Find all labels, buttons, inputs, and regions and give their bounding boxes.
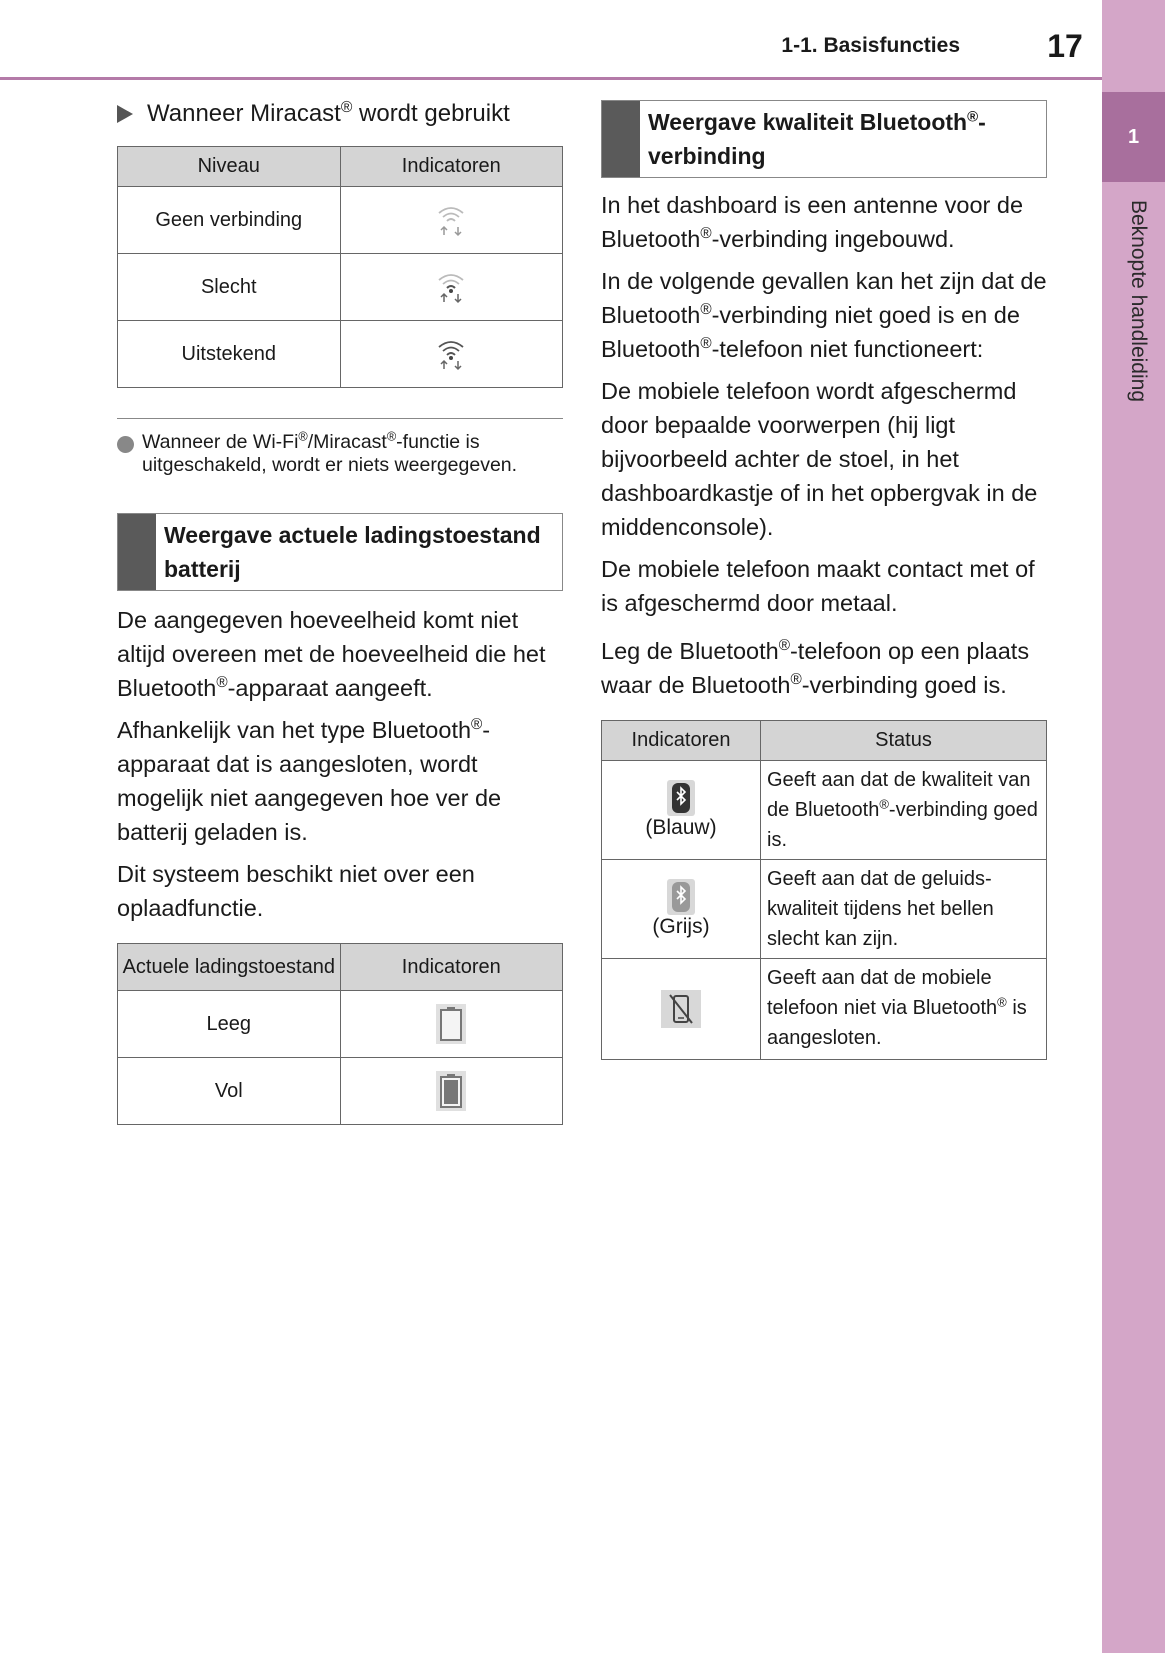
paragraph: De aangegeven hoeveelheid komt niet altijd overeen met de hoeveelheid die het Bluetooth®-apparaat aangeeft.: [117, 607, 546, 701]
triangle-bullet-icon: [117, 105, 133, 123]
table-header: Indicatoren: [340, 147, 563, 187]
paragraph: In de volgende gevallen kan het zijn dat de Bluetooth®-verbinding niet goed is en de Bluetooth®-telefoon niet functioneert:: [601, 268, 1047, 362]
section-title: 1-1. Basisfuncties: [781, 34, 960, 57]
chapter-label: Beknopte handleiding: [1127, 200, 1150, 403]
table-header: Actuele ladingstoestand: [118, 944, 341, 991]
paragraph: In het dashboard is een antenne voor de Bluetooth®-verbinding ingebouwd.: [601, 192, 1024, 252]
paragraph: Leg de Bluetooth®-telefoon op een plaats waar de Bluetooth®-verbinding goed is.: [601, 637, 1030, 698]
wifi-none-icon: [435, 203, 467, 237]
bluetooth-section-heading: Weergave kwaliteit Bluetooth®-verbinding: [601, 100, 1047, 178]
table-header: Indicatoren: [340, 944, 563, 991]
paragraph: De mobiele telefoon maakt contact met of is afgeschermd door metaal.: [601, 556, 1035, 616]
page-number: 17: [1047, 28, 1083, 64]
table-row: Vol: [118, 1058, 563, 1125]
header-divider: [0, 77, 1102, 80]
phone-disconnected-icon: [661, 990, 701, 1028]
signal-table: [117, 146, 563, 388]
note: Wanneer de Wi-Fi®/Miracast®-functie is uitgeschakeld, wordt er niets weergegeven.: [117, 418, 563, 477]
table-row: Uitstekend: [118, 321, 563, 388]
table-row: (Grijs) Geeft aan dat de geluidskwaliteit tijdens het bellen slecht kan zijn.: [602, 860, 1047, 959]
bullet-dot-icon: [117, 436, 134, 453]
wifi-weak-icon: [435, 270, 467, 304]
right-column: [601, 100, 1047, 1060]
wifi-full-icon: [435, 337, 467, 371]
table-row: Geeft aan dat de mobiele telefoon niet via Bluetooth® is aangesloten.: [602, 959, 1047, 1060]
bluetooth-status-table: [601, 720, 1047, 1060]
table-header: Status: [761, 721, 1047, 761]
table-row: Leeg: [118, 991, 563, 1058]
battery-empty-icon: [436, 1004, 466, 1044]
battery-table: [117, 943, 563, 1125]
bluetooth-grey-icon: [667, 879, 695, 915]
table-row: Slecht: [118, 254, 563, 321]
miracast-heading: Wanneer Miracast® wordt gebruikt: [117, 100, 563, 128]
table-header: Indicatoren: [602, 721, 761, 761]
paragraph: De mobiele telefoon wordt afgeschermd door bepaalde voorwerpen (hij ligt bijvoorbeeld achter de stoel, in het dashboardkastje of in het opbergvak in de middenconsole).: [601, 378, 1038, 540]
paragraph: Afhankelijk van het type Bluetooth®-apparaat dat is aangesloten, wordt mogelijk niet aangegeven hoe ver de batterij geladen is.: [117, 716, 502, 845]
table-header: Niveau: [118, 147, 341, 187]
paragraph: Dit systeem beschikt niet over een oplaadfunctie.: [117, 861, 475, 921]
table-row: Geen verbinding: [118, 187, 563, 254]
table-row: (Blauw) Geeft aan dat de kwaliteit van de Bluetooth®-verbinding goed is.: [602, 761, 1047, 860]
bluetooth-blue-icon: [667, 780, 695, 816]
left-column: [117, 100, 563, 1125]
chapter-tab[interactable]: 1: [1102, 92, 1165, 182]
battery-section-heading: Weergave actuele ladingstoestand batterij: [117, 513, 563, 591]
battery-full-icon: [436, 1071, 466, 1111]
